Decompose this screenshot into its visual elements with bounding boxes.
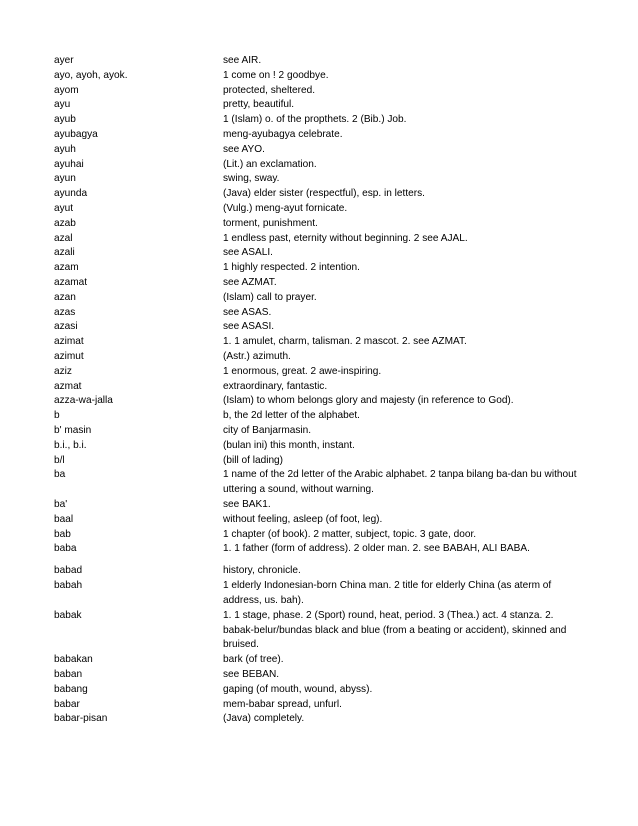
- entry-term: babar: [54, 698, 80, 710]
- entry-definition: meng-ayubagya celebrate.: [223, 128, 343, 140]
- entry-definition: (Astr.) azimuth.: [223, 350, 291, 362]
- entry-term: bab: [54, 528, 71, 540]
- entry-definition: torment, punishment.: [223, 217, 318, 229]
- entry-baba: [54, 542, 584, 557]
- entry-ayubagya: [54, 128, 584, 143]
- entry-term: azza-wa-jalla: [54, 395, 113, 407]
- entry-term: babad: [54, 565, 83, 577]
- entry-bi: [54, 439, 584, 454]
- entry-term: babakan: [54, 654, 93, 666]
- entry-definition: pretty, beautiful.: [223, 99, 295, 111]
- entry-azali: [54, 246, 584, 261]
- entry-bab: [54, 528, 584, 543]
- entry-azan: [54, 291, 584, 306]
- entry-term: babar-pisan: [54, 713, 108, 725]
- entry-definition: see BAK1.: [223, 498, 271, 510]
- entry-definition: (Islam) to whom belongs glory and majesty (in reference to God).: [223, 395, 514, 407]
- entry-definition: (bulan ini) this month, instant.: [223, 439, 355, 451]
- entry-term: azan: [54, 291, 76, 303]
- entry-ayun: [54, 172, 584, 187]
- entry-list: [54, 54, 584, 727]
- entry-definition: 1 highly respected. 2 intention.: [223, 262, 360, 274]
- entry-definition: gaping (of mouth, wound, abyss).: [223, 683, 373, 695]
- entry-definition: (Lit.) an exclamation.: [223, 158, 317, 170]
- entry-term: ayut: [54, 202, 74, 214]
- entry-term: baba: [54, 543, 77, 555]
- entry-ayuh: [54, 143, 584, 158]
- entry-term: ayo, ayoh, ayok.: [54, 69, 128, 81]
- entry-term: ayer: [54, 55, 74, 66]
- entry-term: ayub: [54, 114, 76, 126]
- entry-babar-pisan: [54, 712, 584, 727]
- entry-term: aziz: [54, 365, 72, 377]
- entry-babak: [54, 609, 584, 653]
- entry-definition: (Java) elder sister (respectful), esp. in letters.: [223, 188, 425, 200]
- entry-babang: [54, 683, 584, 698]
- entry-ayom: [54, 84, 584, 99]
- entry-term: ayubagya: [54, 128, 98, 140]
- entry-term: ayuhai: [54, 158, 84, 170]
- entry-azab: [54, 217, 584, 232]
- entry-definition: mem-babar spread, unfurl.: [223, 698, 342, 710]
- entry-definition: see ASASI.: [223, 321, 275, 333]
- entry-term: baban: [54, 669, 83, 681]
- entry-ayu: [54, 98, 584, 113]
- entry-definition: protected, sheltered.: [223, 84, 316, 96]
- entry-azimat: [54, 335, 584, 350]
- entry-term: azmat: [54, 380, 82, 392]
- entry-definition: (Vulg.) meng-ayut fornicate.: [223, 202, 348, 214]
- entry-definition: see ASAS.: [223, 306, 272, 318]
- entry-definition: (Islam) call to prayer.: [223, 291, 317, 303]
- entry-azamat: [54, 276, 584, 291]
- entry-term: babah: [54, 580, 83, 592]
- entry-definition: b, the 2d letter of the alphabet.: [223, 410, 360, 422]
- entry-definition: see BEBAN.: [223, 669, 280, 681]
- entry-term: b' masin: [54, 424, 92, 436]
- entry-b-masin: [54, 424, 584, 439]
- entry-term: babang: [54, 683, 88, 695]
- entry-ayut: [54, 202, 584, 217]
- entry-term: ba': [54, 498, 68, 510]
- entry-ayer: [54, 54, 584, 69]
- entry-term: azasi: [54, 321, 78, 333]
- entry-azza-wa-jalla: [54, 394, 584, 409]
- entry-definition: swing, sway.: [223, 173, 280, 185]
- entry-term: ba: [54, 469, 66, 481]
- entry-term: b: [54, 410, 60, 422]
- entry-b: [54, 409, 584, 424]
- entry-azas: [54, 306, 584, 321]
- entry-term: ayom: [54, 84, 79, 96]
- entry-definition: bark (of tree).: [223, 654, 284, 666]
- entry-term: ayunda: [54, 188, 88, 200]
- entry-definition: 1 come on ! 2 goodbye.: [223, 69, 329, 81]
- entry-azasi: [54, 320, 584, 335]
- entry-definition: 1 elderly Indonesian-born China man. 2 title for elderly China (as aterm of address, us. bah).: [223, 580, 552, 607]
- entry-definition: see ASALI.: [223, 247, 273, 259]
- entry-term: azimut: [54, 350, 84, 362]
- entry-ayuhai: [54, 158, 584, 173]
- entry-term: babak: [54, 609, 82, 621]
- entry-term: ayuh: [54, 143, 76, 155]
- entry-term: azam: [54, 262, 79, 274]
- entry-term: baal: [54, 513, 74, 525]
- entry-definition: 1 endless past, eternity without beginning. 2 see AJAL.: [223, 232, 468, 244]
- entry-ba: [54, 468, 584, 498]
- entry-term: ayu: [54, 99, 71, 111]
- entry-ba-apostrophe: [54, 498, 584, 513]
- entry-babad: [54, 564, 584, 579]
- entry-baal: [54, 513, 584, 528]
- entry-term: azal: [54, 232, 73, 244]
- entry-definition: extraordinary, fantastic.: [223, 380, 328, 392]
- entry-babar: [54, 698, 584, 713]
- entry-definition: (bill of lading): [223, 454, 284, 466]
- entry-ayo: [54, 69, 584, 84]
- entry-definition: 1 enormous, great. 2 awe-inspiring.: [223, 365, 382, 377]
- entry-definition: 1. 1 stage, phase. 2 (Sport) round, heat, period. 3 (Thea.) act. 4 stanza. 2. babak-belur/bundas black and blue (from a beating or accident), skinned and bruised.: [223, 609, 567, 651]
- entry-babah: [54, 579, 584, 609]
- entry-term: azab: [54, 217, 76, 229]
- entry-definition: see AIR.: [223, 55, 262, 66]
- entry-definition: 1 chapter (of book). 2 matter, subject, topic. 3 gate, door.: [223, 528, 477, 540]
- entry-definition: see AYO.: [223, 143, 265, 155]
- entry-definition: 1 (Islam) o. of the propthets. 2 (Bib.) Job.: [223, 114, 407, 126]
- entry-definition: 1. 1 amulet, charm, talisman. 2 mascot. 2. see AZMAT.: [223, 336, 467, 348]
- entry-definition: 1. 1 father (form of address). 2 older man. 2. see BABAH, ALI BABA.: [223, 543, 530, 555]
- entry-ayunda: [54, 187, 584, 202]
- entry-aziz: [54, 365, 584, 380]
- entry-term: azali: [54, 247, 75, 259]
- entry-definition: city of Banjarmasin.: [223, 424, 312, 436]
- entry-definition: 1 name of the 2d letter of the Arabic alphabet. 2 tanpa bilang ba-dan bu without uttering a sound, without warning.: [223, 469, 577, 496]
- entry-azmat: [54, 380, 584, 395]
- entry-azimut: [54, 350, 584, 365]
- entry-definition: see AZMAT.: [223, 276, 277, 288]
- entry-term: ayun: [54, 173, 76, 185]
- entry-term: azamat: [54, 276, 88, 288]
- entry-babakan: [54, 653, 584, 668]
- entry-term: b.i., b.i.: [54, 439, 87, 451]
- entry-azam: [54, 261, 584, 276]
- entry-term: azas: [54, 306, 76, 318]
- entry-definition: history, chronicle.: [223, 565, 301, 577]
- entry-baban: [54, 668, 584, 683]
- entry-term: azimat: [54, 336, 84, 348]
- entry-definition: without feeling, asleep (of foot, leg).: [223, 513, 383, 525]
- entry-definition: (Java) completely.: [223, 713, 305, 725]
- entry-term: b/l: [54, 454, 65, 466]
- entry-azal: [54, 232, 584, 247]
- entry-bl: [54, 454, 584, 469]
- entry-ayub: [54, 113, 584, 128]
